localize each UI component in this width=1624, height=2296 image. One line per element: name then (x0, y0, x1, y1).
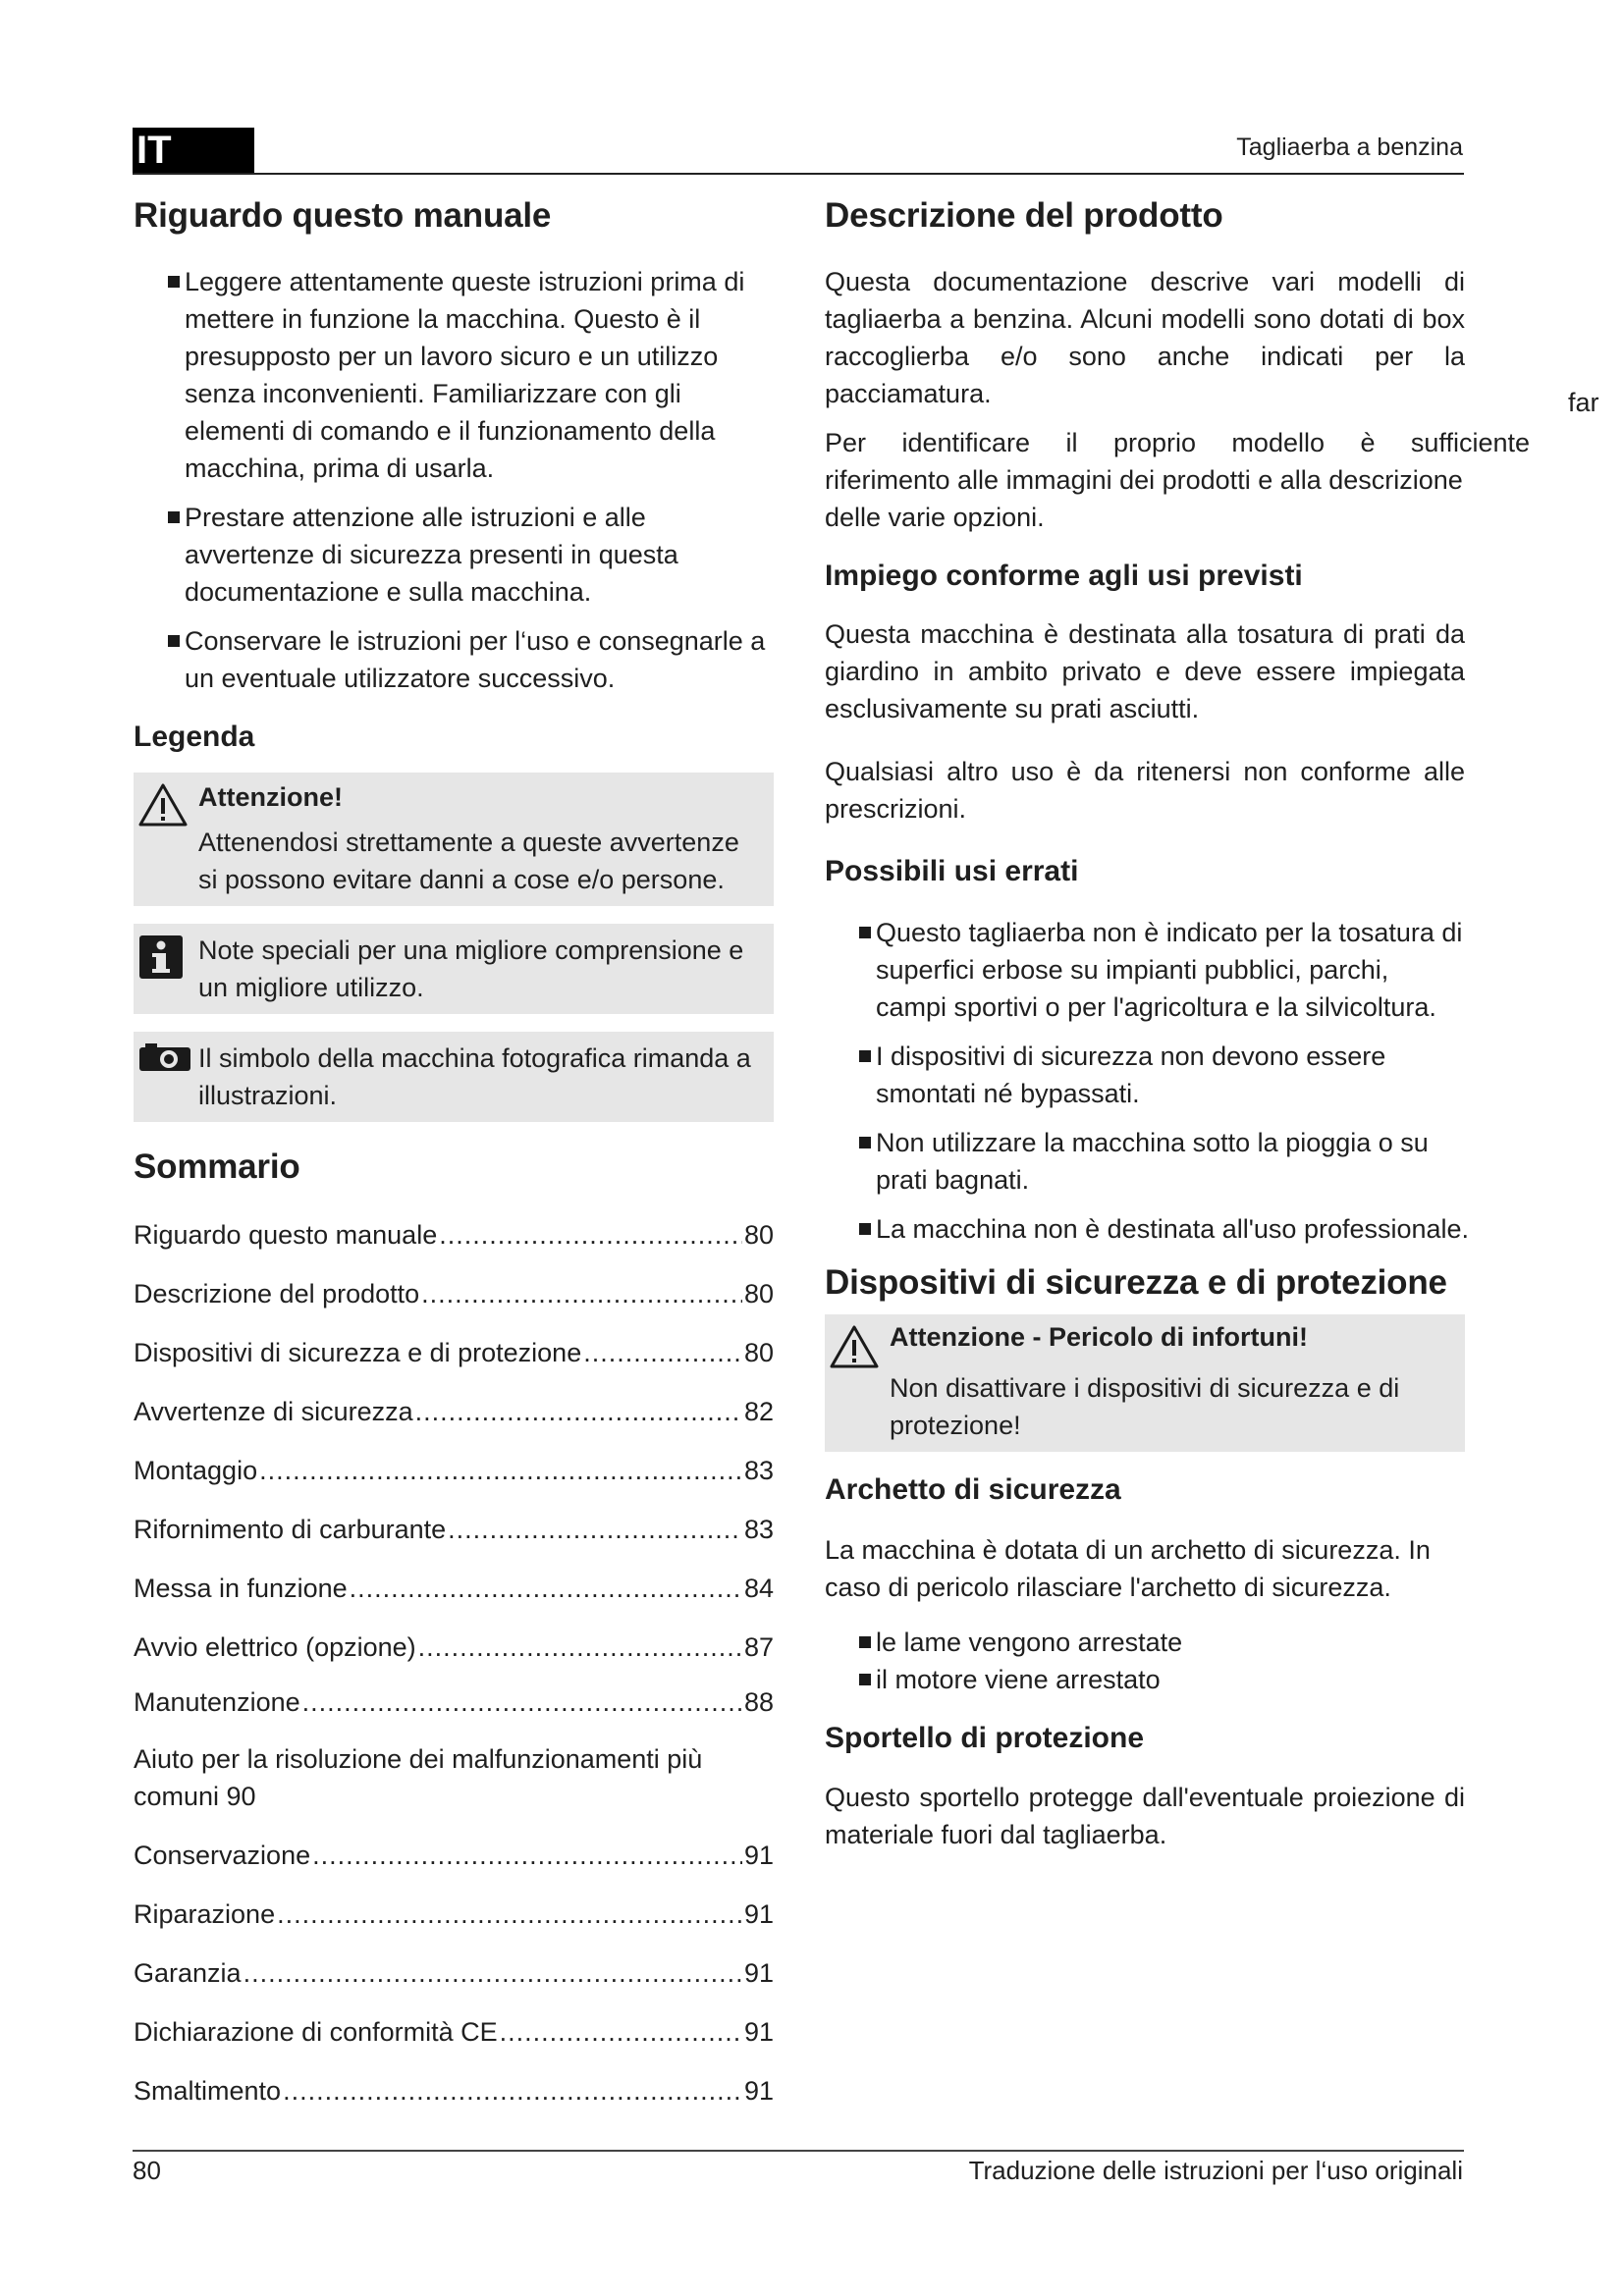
footer-text: Traduzione delle istruzioni per l‘uso originali (968, 2156, 1463, 2185)
camera-icon (137, 1041, 192, 1083)
toc-entry[interactable]: Rifornimento di carburante ..... 83 (134, 1511, 774, 1548)
overflow-text-fragment: far (1568, 388, 1599, 417)
square-bullet-icon (859, 1223, 871, 1235)
legend-info-text: Note speciali per una migliore comprensione e un migliore utilizzo. (198, 935, 744, 1003)
section-heading-product-description: Descrizione del prodotto (825, 196, 1223, 235)
protective-flap-paragraph: Questo sportello protegge dall'eventuale proiezione di materiale fuori dal tagliaerba. (825, 1782, 1465, 1849)
legend-warning-note (134, 773, 774, 906)
product-identify-paragraph (825, 424, 1530, 536)
square-bullet-icon (168, 511, 180, 523)
list-item: La macchina non è destinata all'uso professionale. (825, 1210, 1465, 1248)
toc-entry-wrapped[interactable]: Aiuto per la risoluzione dei malfunzionamenti più comuni 90 (134, 1744, 703, 1811)
list-item: Prestare attenzione alle istruzioni e alle avvertenze di sicurezza presenti in questa documentazione e sulla macchina. (134, 499, 774, 611)
legend-camera-text: Il simbolo della macchina fotografica rimanda a illustrazioni. (198, 1043, 751, 1111)
safety-warning-title: Attenzione - Pericolo di infortuni! (890, 1321, 1308, 1352)
info-icon (137, 934, 185, 990)
intended-use-paragraph: Questa macchina è destinata alla tosatura di prati da giardino in ambito privato e deve essere impiegata esclusivamente su prati asciutti. (825, 619, 1465, 724)
product-description-paragraph: Questa documentazione descrive vari modelli di tagliaerba a benzina. Alcuni modelli sono dotati di box raccoglierba e/o sono anche indicati per la pacciamatura. (825, 266, 1465, 408)
footer-rule (133, 2150, 1464, 2152)
right-column (825, 194, 1530, 1865)
product-identify-rest: riferimento alle immagini dei prodotti e alla descrizione delle varie opzioni. (825, 464, 1463, 532)
section-heading-safety-bail: Archetto di sicurezza (825, 1472, 1121, 1506)
misuse-list (825, 914, 1470, 1248)
toc-entry[interactable]: Dichiarazione di conformità CE ..... 91 (134, 2013, 774, 2051)
toc-entry[interactable]: Dispositivi di sicurezza e di protezione ..... 80 (134, 1334, 774, 1371)
list-item: I dispositivi di sicurezza non devono essere smontati né bypassati. (825, 1038, 1465, 1112)
section-heading-intended-use: Impiego conforme agli usi previsti (825, 559, 1303, 592)
toc-entry[interactable]: Descrizione del prodotto ..... 80 (134, 1275, 774, 1312)
section-heading-about-manual: Riguardo questo manuale (134, 196, 552, 235)
header-title: Tagliaerba a benzina (1236, 133, 1463, 161)
list-item: le lame vengono arrestate (825, 1624, 1465, 1661)
list-item: Questo tagliaerba non è indicato per la tosatura di superfici erbose su impianti pubblici, parchi, campi sportivi o per l'agricoltura e la silvicoltura. (825, 914, 1465, 1026)
section-heading-legend: Legenda (134, 720, 255, 753)
section-heading-misuse: Possibili usi errati (825, 855, 1079, 888)
toc-entry[interactable]: Riparazione ..... 91 (134, 1896, 774, 1933)
toc-entry[interactable]: Avvio elettrico (opzione) ..... 87 (134, 1629, 774, 1666)
section-heading-toc: Sommario (134, 1148, 300, 1187)
list-item: Leggere attentamente queste istruzioni prima di mettere in funzione la macchina. Questo è il presupposto per un lavoro sicuro e un utilizzo senza inconvenienti. Familiarizzare con gli elementi di comando e il funzionamento della macchina, prima di usarla. (134, 263, 774, 487)
square-bullet-icon (859, 1636, 871, 1648)
toc-list (134, 1216, 774, 2109)
square-bullet-icon (859, 1050, 871, 1062)
legend-warning-text: Attenendosi strettamente a queste avvertenze si possono evitare danni a cose e/o persone. (198, 828, 739, 895)
toc-entry[interactable]: Garanzia ..... 91 (134, 1954, 774, 1992)
square-bullet-icon (168, 276, 180, 288)
legend-info-note (134, 924, 774, 1014)
square-bullet-icon (859, 927, 871, 938)
toc-entry[interactable]: Riguardo questo manuale ..... 80 (134, 1216, 774, 1254)
toc-entry[interactable]: Manutenzione ..... 88 (134, 1683, 774, 1721)
safety-bail-list (825, 1624, 1465, 1698)
language-tag: IT (133, 128, 254, 173)
left-column (134, 194, 774, 2131)
list-item: Conservare le istruzioni per l‘uso e consegnarle a un eventuale utilizzatore successivo. (134, 622, 774, 697)
section-heading-protective-flap: Sportello di protezione (825, 1722, 1145, 1754)
safety-warning-text: Non disattivare i dispositivi di sicurezza e di protezione! (890, 1372, 1400, 1440)
safety-warning-note (825, 1314, 1465, 1452)
legend-warning-title: Attenzione! (198, 782, 343, 813)
square-bullet-icon (859, 1137, 871, 1148)
header-rule (133, 173, 1464, 175)
square-bullet-icon (168, 635, 180, 647)
page-number: 80 (133, 2156, 161, 2185)
legend-camera-note (134, 1032, 774, 1122)
product-identify-line: Per identificare il proprio modello è sufficiente (825, 427, 1530, 457)
warning-triangle-icon (137, 782, 189, 837)
toc-entry[interactable]: Montaggio ..... 83 (134, 1452, 774, 1489)
about-manual-list (134, 263, 774, 697)
toc-entry[interactable]: Messa in funzione ..... 84 (134, 1570, 774, 1607)
toc-entry[interactable]: Avvertenze di sicurezza ..... 82 (134, 1393, 774, 1430)
toc-entry[interactable]: Conservazione ..... 91 (134, 1837, 774, 1874)
square-bullet-icon (859, 1674, 871, 1685)
list-item: Non utilizzare la macchina sotto la pioggia o su prati bagnati. (825, 1124, 1465, 1199)
other-use-paragraph: Qualsiasi altro uso è da ritenersi non conforme alle prescrizioni. (825, 757, 1465, 825)
toc-entry[interactable]: Smaltimento ..... 91 (134, 2072, 774, 2109)
safety-bail-paragraph: La macchina è dotata di un archetto di sicurezza. In caso di pericolo rilasciare l'archetto di sicurezza. (825, 1535, 1431, 1602)
section-heading-safety-devices: Dispositivi di sicurezza e di protezione (825, 1262, 1447, 1302)
warning-triangle-icon (829, 1324, 880, 1379)
list-item: il motore viene arrestato (825, 1661, 1465, 1698)
